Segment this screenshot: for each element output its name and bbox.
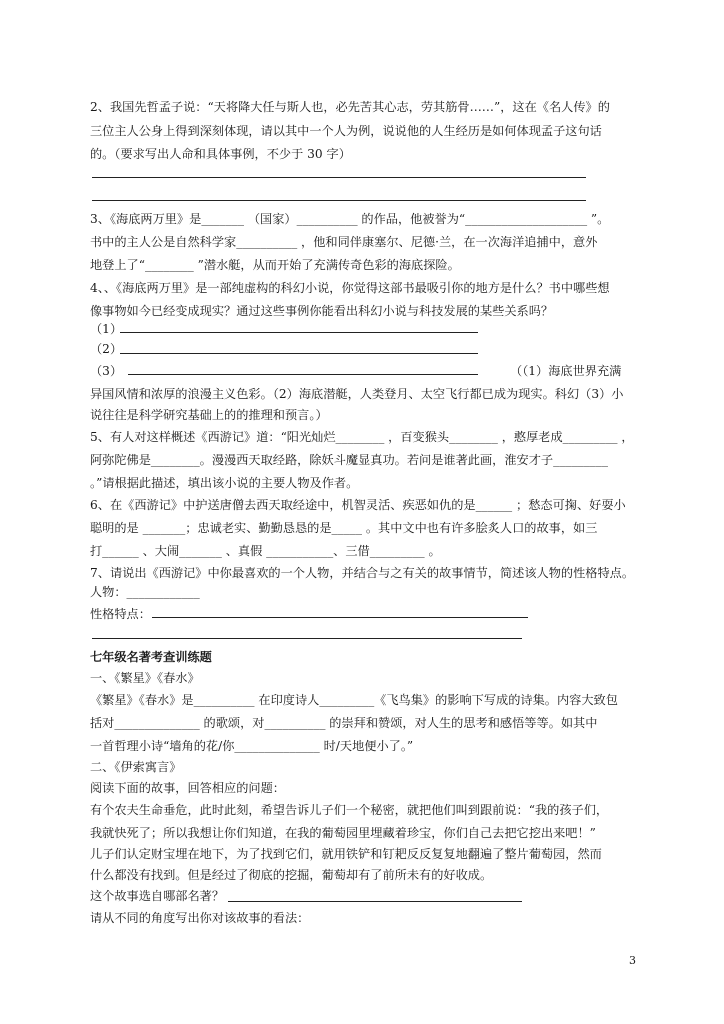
answer-line: [120, 332, 478, 333]
q5-line-2: 阿弥陀佛是________。漫漫西天取经路，除妖斗魔显真功。若问是谁著此画，淮安才子_________: [90, 453, 608, 467]
part-1-heading: 一、《繁星》《春水》: [90, 671, 200, 685]
answer-line: [92, 177, 586, 178]
q3-line-3: 地登上了“________ ”潜水艇，从而开始了充满传奇色彩的海底探险。: [90, 258, 460, 272]
answer-line: [92, 638, 522, 639]
answer-line: [152, 617, 528, 618]
part-1-line-3: 一首哲理小诗“墙角的花/你______________ 时/天地便小了。”: [90, 739, 414, 753]
q7-character-field: 人物：____________: [90, 585, 200, 599]
q4-item-3-label: （3）: [90, 364, 123, 378]
q6-line-2: 聪明的是 _______；忠诚老实、勤勤恳恳的是_____ 。其中文中也有许多脍炙人口的故事，如三: [90, 521, 598, 535]
q4-item-2-label: （2）: [90, 342, 123, 356]
q6-line-1: 6、在《西游记》中护送唐僧去西天取经途中，机智灵活、疾恶如仇的是______ ；愁态可掬、好耍小: [90, 498, 626, 512]
part-2-question-2: 请从不同的角度写出你对该故事的看法：: [90, 911, 310, 925]
q4-answer-2: 异国风情和浓厚的浪漫主义色彩。（2）海底潜艇，人类登月、太空飞行都已成为现实。科幻（3）小: [90, 387, 624, 401]
part-2-heading: 二、《伊索寓言》: [90, 760, 182, 774]
part-1-line-1: 《繁星》《春水》是__________ 在印度诗人_________《飞鸟集》的影响下写成的诗集。内容大致包: [90, 693, 618, 707]
q4-answer-1: （（1）海底世界充满: [510, 364, 622, 378]
q4-answer-3: 说往往是科学研究基础上的的推理和预言。）: [90, 408, 328, 422]
part-2-line-2: 有个农夫生命垂危，此时此刻，希望告诉儿子们一个秘密，就把他们叫到跟前说：“我的孩子们，: [90, 803, 609, 817]
q2-line-1: 2、我国先哲孟子说：“天将降大任与斯人也，必先苦其心志，劳其筋骨……”，这在《名人传》的: [90, 100, 610, 114]
q7-traits-label: 性格特点：: [90, 607, 151, 621]
q4-line-2: 像事物如今已经变成现实？通过这些事例你能看出科幻小说与科技发展的某些关系吗？: [90, 304, 554, 318]
part-1-line-2: 括对______________ 的歌颂，对__________ 的崇拜和赞颂，对人生的思考和感悟等等。如其中: [90, 716, 598, 730]
page-number: 3: [629, 954, 636, 967]
q4-item-1-label: （1）: [90, 322, 123, 336]
answer-line: [128, 374, 478, 375]
q3-line-1: 3、《海底两万里》是_______ （国家）__________ 的作品，他被誉为“____________________ ”。: [90, 212, 610, 226]
q4-line-1: 4、、《海底两万里》是一部纯虚构的科幻小说，你觉得这部书最吸引你的地方是什么？书中哪些想: [90, 281, 610, 295]
q3-line-2: 书中的主人公是自然科学家__________ ，他和同伴康塞尔、尼德·兰，在一次海洋追捕中，意外: [90, 235, 598, 249]
q7-line-1: 7、请说出《西游记》中你最喜欢的一个人物，并结合与之有关的故事情节，简述该人物的性格特点。: [90, 566, 635, 580]
answer-line: [120, 353, 478, 354]
part-2-line-3: 我就快死了；所以我想让你们知道，在我的葡萄园里埋藏着珍宝，你们自己去把它挖出来吧！”: [90, 826, 596, 840]
part-2-line-5: 什么都没有找到。但是经过了彻底的挖掘，葡萄却有了前所未有的好收成。: [90, 868, 493, 882]
part-2-line-1: 阅读下面的故事，回答相应的问题：: [90, 781, 285, 795]
part-2-question-1: 这个故事选自哪部名著？: [90, 889, 225, 903]
q5-line-1: 5、有人对这样概述《西游记》道：“阳光灿烂________ ，百变猴头________ ，憨厚老成_________ ，: [90, 430, 634, 444]
q5-line-3: 。”请根据此描述，填出该小说的主要人物及作者。: [90, 476, 359, 490]
q6-line-3: 打______ 、大闹_______ 、真假 ___________、三借_________ 。: [90, 544, 441, 558]
section-title: 七年级名著考查训练题: [90, 650, 212, 664]
answer-line: [228, 901, 522, 902]
q2-line-3: 的。（要求写出人命和具体事例，不少于 30 字）: [90, 147, 351, 161]
q2-line-2: 三位主人公身上得到深刻体现，请以其中一个人为例，说说他的人生经历是如何体现孟子这句话: [90, 124, 602, 138]
part-2-line-4: 儿子们认定财宝埋在地下，为了找到它们，就用铁铲和钉耙反反复复地翻遍了整片葡萄园，然而: [90, 847, 602, 861]
answer-line: [92, 200, 586, 201]
